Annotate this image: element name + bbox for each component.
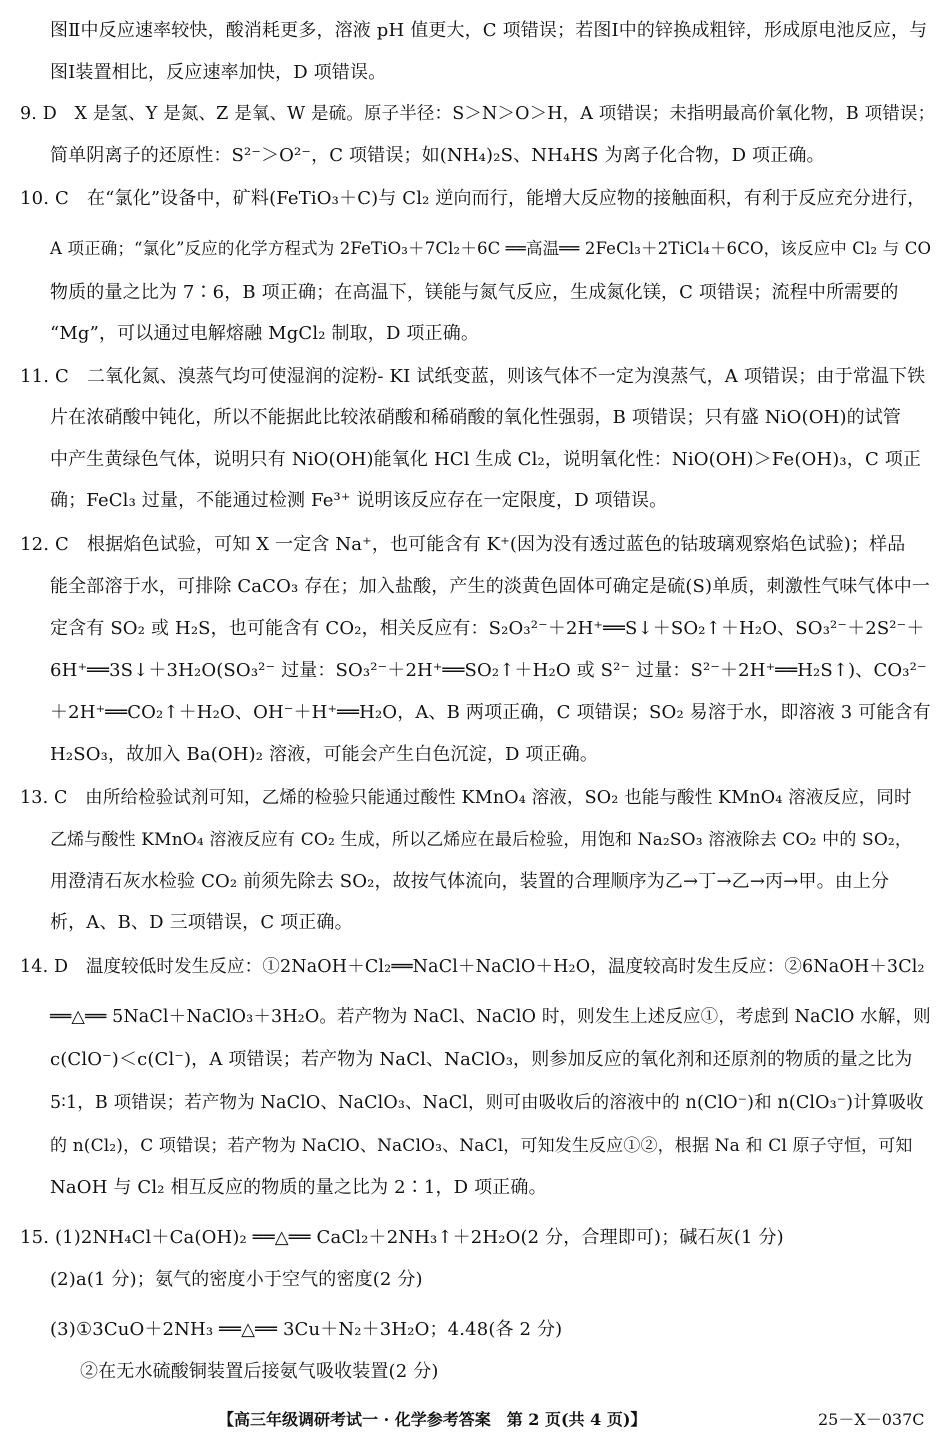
text-line: 15. (1)2NH₄Cl＋Ca(OH)₂ ══△══ CaCl₂＋2NH₃↑＋2H₂O(2 分，合理即可)；碱石灰(1 分) (20, 1227, 784, 1248)
text-line: 片在浓硝酸中钝化，所以不能据此比较浓硝酸和稀硝酸的氧化性强弱，B 项错误；只有盛 NiO(OH)的试管 (50, 407, 902, 428)
text-line: 乙烯与酸性 KMnO₄ 溶液反应有 CO₂ 生成，所以乙烯应在最后检验，用饱和 Na₂SO₃ 溶液除去 CO₂ 中的 SO₂， (50, 830, 913, 850)
text-line: (3)①3CuO＋2NH₃ ══△══ 3Cu＋N₂＋3H₂O；4.48(各 2 分) (50, 1319, 563, 1340)
text-line: 6H⁺══3S↓＋3H₂O(SO₃²⁻ 过量：SO₃²⁻＋2H⁺══SO₂↑＋H₂O 或 S²⁻ 过量：S²⁻＋2H⁺══H₂S↑)、CO₃²⁻ (50, 660, 927, 681)
text-line: 物质的量之比为 7∶6，B 项正确；在高温下，镁能与氮气反应，生成氮化镁，C 项错误；流程中所需要的 (50, 282, 899, 303)
text-line: 确；FeCl₃ 过量，不能通过检测 Fe³⁺ 说明该反应存在一定限度，D 项错误。 (50, 490, 668, 511)
text-line: 10. C 在“氯化”设备中，矿料(FeTiO₃＋C)与 Cl₂ 逆向而行，能增大反应物的接触面积，有利于反应充分进行， (20, 188, 926, 209)
text-line: NaOH 与 Cl₂ 相互反应的物质的量之比为 2∶1，D 项正确。 (50, 1177, 547, 1198)
text-line: 的 n(Cl₂)，C 项错误；若产物为 NaClO、NaClO₃、NaCl，可知发生反应①②，根据 Na 和 Cl 原子守恒，可知 (50, 1136, 913, 1156)
text-line: ＋2H⁺══CO₂↑＋H₂O、OH⁻＋H⁺══H₂O，A、B 两项正确，C 项错误；SO₂ 易溶于水，即溶液 3 可能含有 (50, 702, 931, 723)
text-line: ②在无水硫酸铜装置后接氨气吸收装置(2 分) (80, 1361, 439, 1382)
text-line: ══△══ 5NaCl＋NaClO₃＋3H₂O。若产物为 NaCl、NaClO 时，则发生上述反应①，考虑到 NaClO 水解，则 (50, 1007, 931, 1027)
text-line: 中产生黄绿色气体，说明只有 NiO(OH)能氧化 HCl 生成 Cl₂，说明氧化性：NiO(OH)＞Fe(OH)₃，C 项正 (50, 449, 922, 470)
text-line: 用澄清石灰水检验 CO₂ 前须先除去 SO₂，故按气体流向，装置的合理顺序为乙→丁→乙→丙→甲。由上分 (50, 871, 890, 892)
text-line: 析，A、B、D 三项错误，C 项正确。 (50, 912, 353, 933)
text-line: 图Ⅱ中反应速率较快，酸消耗更多，溶液 pH 值更大，C 项错误；若图Ⅰ中的锌换成粗锌，形成原电池反应，与 (50, 20, 928, 41)
text-line: 14. D 温度较低时发生反应：①2NaOH＋Cl₂══NaCl＋NaClO＋H₂O，温度较高时发生反应：②6NaOH＋3Cl₂ (20, 957, 925, 977)
page-footer-code: 25－X－037C (818, 1410, 925, 1429)
text-line: A 项正确；“氯化”反应的化学方程式为 2FeTiO₃＋7Cl₂＋6C ══高温══ 2FeCl₃＋2TiCl₄＋6CO，该反应中 Cl₂ 与 CO (50, 239, 932, 258)
text-line: (2)a(1 分)；氨气的密度小于空气的密度(2 分) (50, 1269, 423, 1290)
text-line: 5∶1，B 项错误；若产物为 NaClO、NaClO₃、NaCl，则可由吸收后的溶液中的 n(ClO⁻)和 n(ClO₃⁻)计算吸收 (50, 1093, 924, 1113)
text-line: 11. C 二氧化氮、溴蒸气均可使湿润的淀粉- KI 试纸变蓝，则该气体不一定为溴蒸气，A 项错误；由于常温下铁 (20, 366, 926, 387)
page-footer-title: 【高三年级调研考试一 · 化学参考答案 第 2 页(共 4 页)】 (218, 1410, 647, 1429)
text-line: 简单阴离子的还原性：S²⁻＞O²⁻，C 项错误；如(NH₄)₂S、NH₄HS 为离子化合物，D 项正确。 (50, 145, 825, 166)
text-line: 13. C 由所给检验试剂可知，乙烯的检验只能通过酸性 KMnO₄ 溶液，SO₂ 也能与酸性 KMnO₄ 溶液反应，同时 (20, 788, 912, 808)
text-line: 9. D X 是氢、Y 是氮、Z 是氧、W 是硫。原子半径：S＞N＞O＞H，A 项错误；未指明最高价氧化物，B 项错误； (20, 104, 936, 124)
text-line: 定含有 SO₂ 或 H₂S，也可能含有 CO₂，相关反应有：S₂O₃²⁻＋2H⁺══S↓＋SO₂↑＋H₂O、SO₃²⁻＋2S²⁻＋ (50, 618, 925, 639)
text-line: 图Ⅰ装置相比，反应速率加快，D 项错误。 (50, 62, 387, 83)
text-line: H₂SO₃，故加入 Ba(OH)₂ 溶液，可能会产生白色沉淀，D 项正确。 (50, 744, 599, 765)
text-line: 能全部溶于水，可排除 CaCO₃ 存在；加入盐酸，产生的淡黄色固体可确定是硫(S)单质，刺激性气味气体中一 (50, 576, 931, 597)
text-line: c(ClO⁻)＜c(Cl⁻)，A 项错误；若产物为 NaCl、NaClO₃，则参加反应的氧化剂和还原剂的物质的量之比为 (50, 1049, 913, 1070)
text-line: “Mg”，可以通过电解熔融 MgCl₂ 制取，D 项正确。 (50, 323, 480, 344)
text-line: 12. C 根据焰色试验，可知 X 一定含 Na⁺，也可能含有 K⁺(因为没有透过蓝色的钴玻璃观察焰色试验)；样品 (20, 534, 906, 555)
